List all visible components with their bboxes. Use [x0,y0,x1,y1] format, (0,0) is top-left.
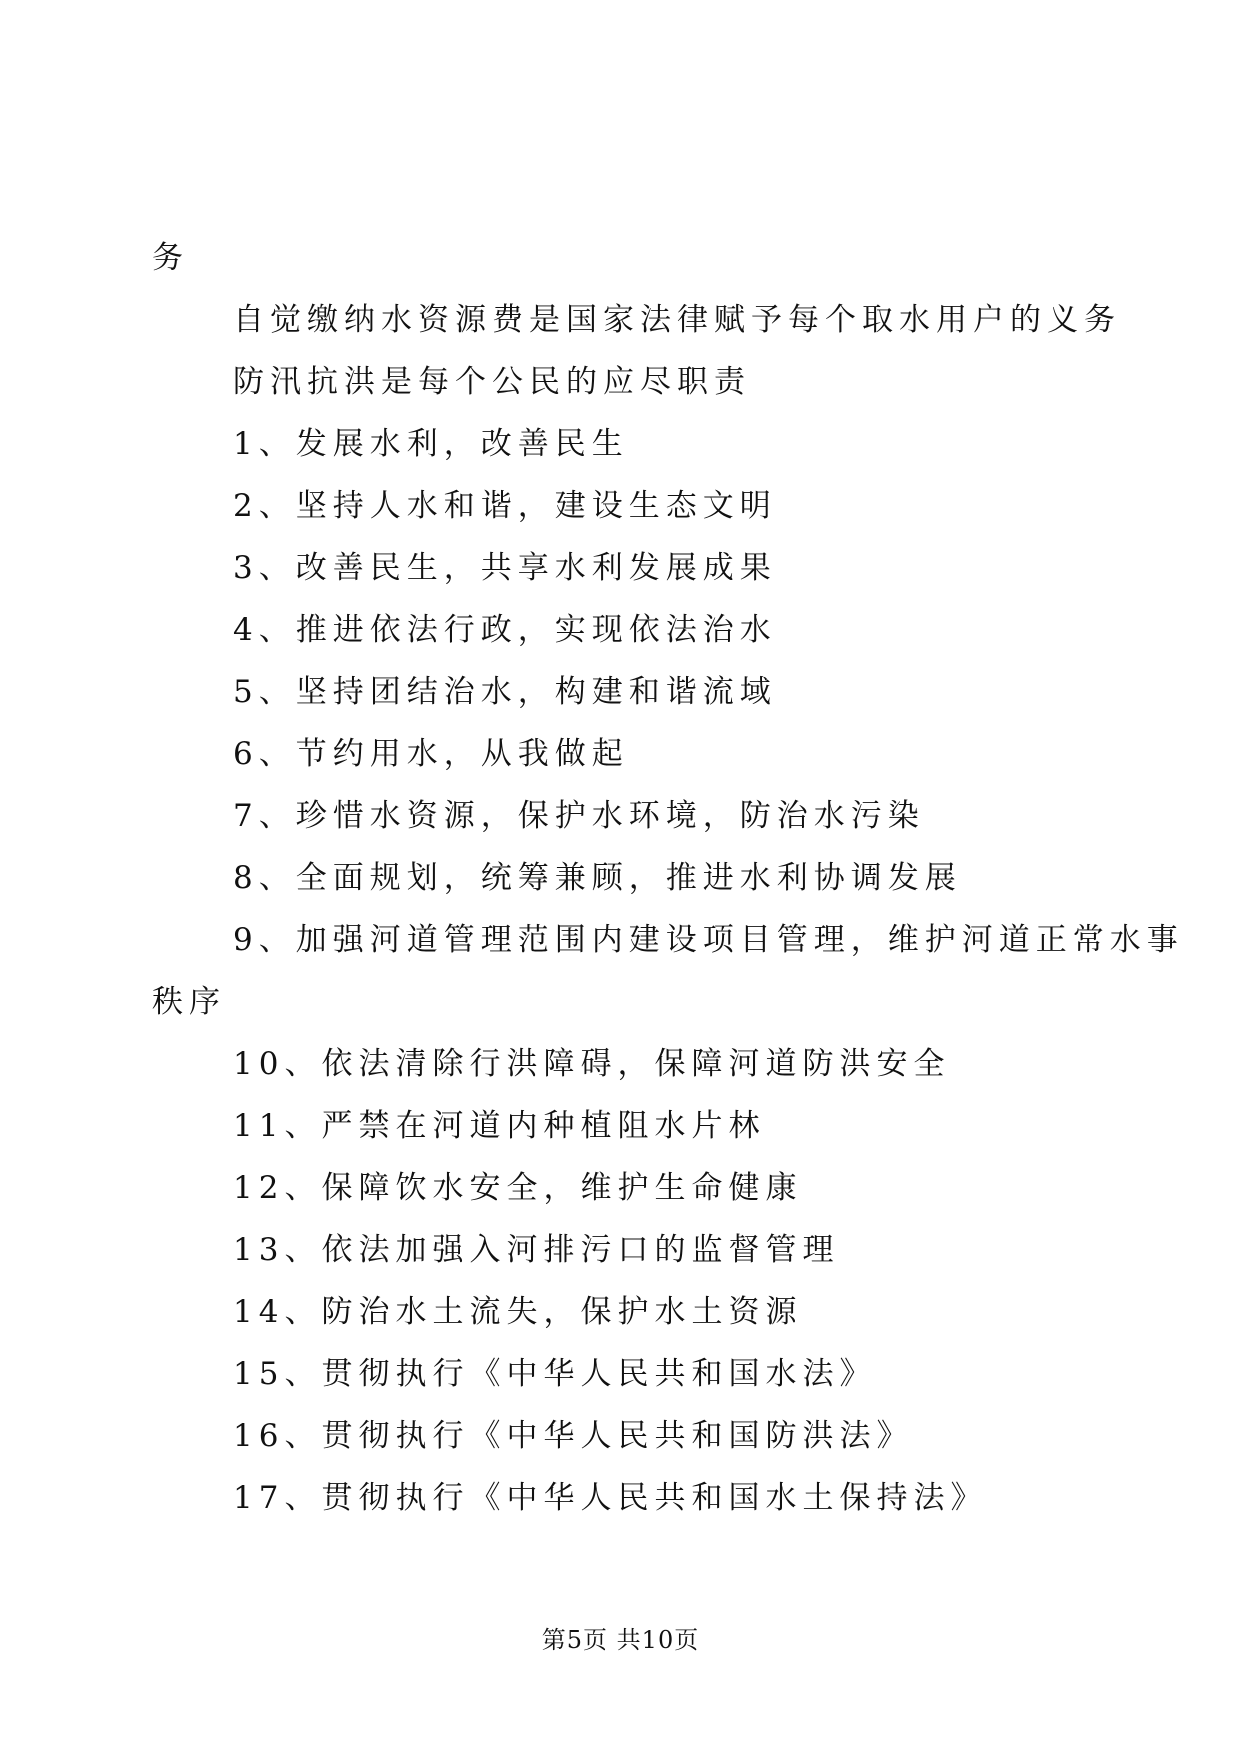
text-line: 自觉缴纳水资源费是国家法律赋予每个取水用户的义务 [233,302,1121,338]
list-item: 3、改善民生，共享水利发展成果 [233,550,777,586]
list-item: 12、保障饮水安全，维护生命健康 [233,1170,803,1206]
list-item: 15、贯彻执行《中华人民共和国水法》 [233,1356,877,1392]
list-item: 2、坚持人水和谐，建设生态文明 [233,488,777,524]
text-line: 防汛抗洪是每个公民的应尽职责 [233,364,751,400]
list-item: 4、推进依法行政，实现依法治水 [233,612,777,648]
text-line: 务 [152,240,189,276]
list-item: 8、全面规划，统筹兼顾，推进水利协调发展 [233,860,962,896]
list-item: 1、发展水利，改善民生 [233,426,629,462]
list-item: 14、防治水土流失，保护水土资源 [233,1294,803,1330]
list-item: 16、贯彻执行《中华人民共和国防洪法》 [233,1418,914,1454]
list-item: 17、贯彻执行《中华人民共和国水土保持法》 [233,1480,988,1516]
list-item-continuation: 秩序 [152,984,226,1020]
list-item: 9、加强河道管理范围内建设项目管理，维护河道正常水事 [233,922,1184,958]
list-item: 11、严禁在河道内种植阻水片林 [233,1108,766,1144]
list-item: 7、珍惜水资源，保护水环境，防治水污染 [233,798,925,834]
list-item: 6、节约用水，从我做起 [233,736,629,772]
list-item: 5、坚持团结治水，构建和谐流域 [233,674,777,710]
page-number-footer: 第5页 共10页 [541,1626,700,1654]
list-item: 13、依法加强入河排污口的监督管理 [233,1232,840,1268]
list-item: 10、依法清除行洪障碍，保障河道防洪安全 [233,1046,951,1082]
